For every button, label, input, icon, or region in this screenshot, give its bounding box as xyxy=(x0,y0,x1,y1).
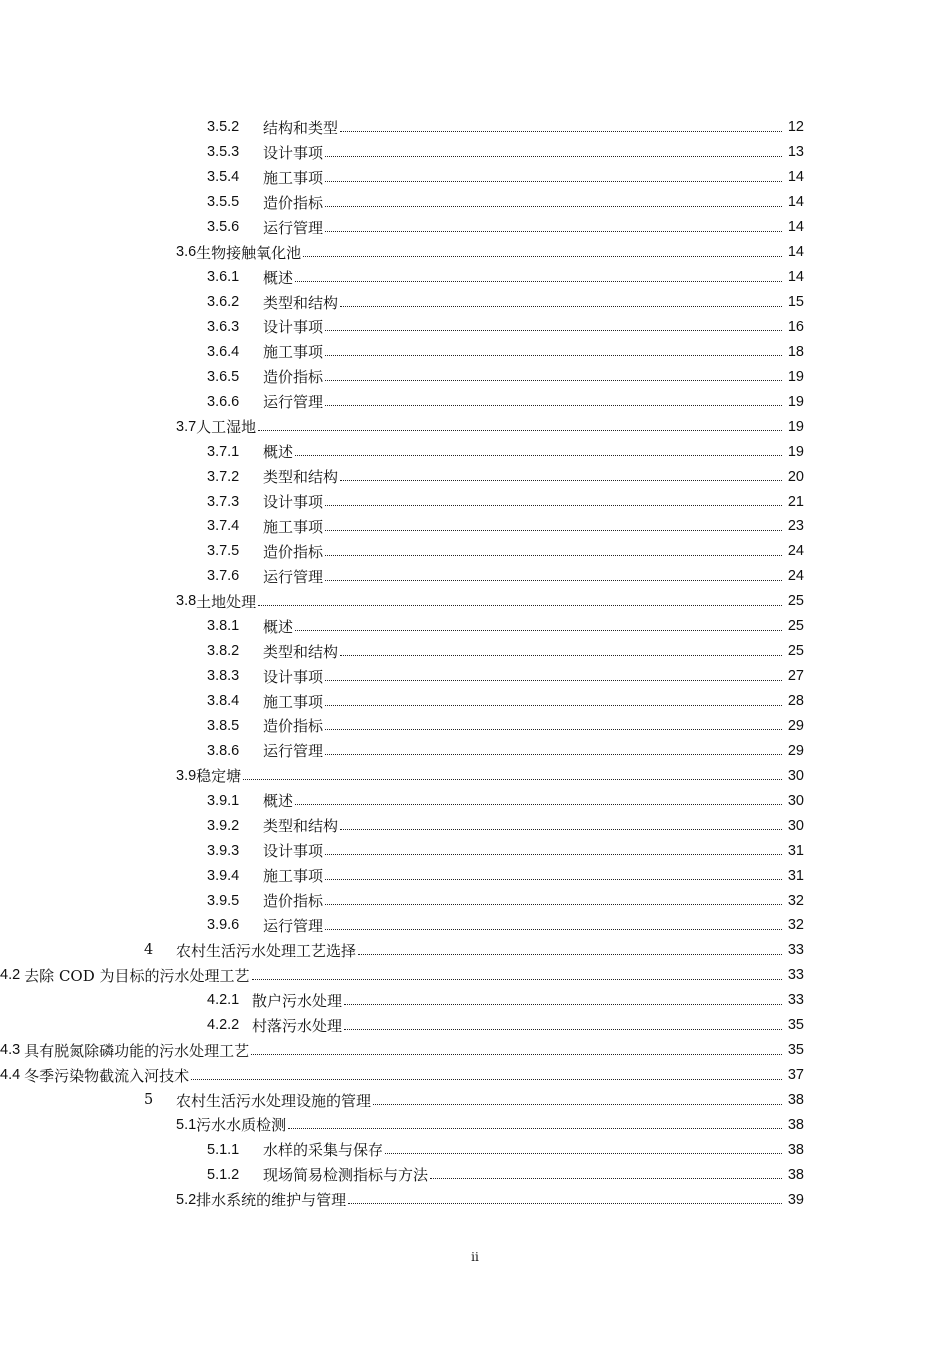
toc-entry[interactable] xyxy=(0,988,950,1013)
toc-dot-leader xyxy=(325,505,782,506)
toc-entry-page: 14 xyxy=(787,194,804,211)
toc-entry-page: 35 xyxy=(787,1017,804,1034)
toc-entry-number: 3.5.4 xyxy=(207,169,240,186)
toc-entry[interactable] xyxy=(0,589,950,614)
toc-entry-page: 30 xyxy=(787,792,804,809)
toc-dot-leader xyxy=(325,580,782,581)
toc-entry-title: 污水水质检测 xyxy=(196,1116,287,1135)
toc-entry-title: 造价指标 xyxy=(263,892,324,911)
toc-entry[interactable] xyxy=(0,963,950,988)
toc-entry-page: 25 xyxy=(787,593,804,610)
toc-entry-page: 14 xyxy=(787,244,804,261)
toc-dot-leader xyxy=(295,281,782,282)
toc-dot-leader xyxy=(385,1153,782,1154)
toc-entry-title: 施工事项 xyxy=(263,867,324,886)
toc-entry-page: 25 xyxy=(787,643,804,660)
toc-entry-number: 3.6 xyxy=(176,244,197,261)
toc-dot-leader xyxy=(325,555,782,556)
toc-entry-page: 31 xyxy=(787,842,804,859)
toc-entry-title: 设计事项 xyxy=(263,493,324,512)
toc-entry-number: 4.3 xyxy=(0,1042,21,1059)
toc-entry-page: 24 xyxy=(787,568,804,585)
toc-entry[interactable] xyxy=(0,1013,950,1038)
toc-entry-page: 13 xyxy=(787,144,804,161)
toc-dot-leader xyxy=(430,1178,782,1179)
toc-entry-title: 类型和结构 xyxy=(263,817,339,836)
toc-entry-title: 造价指标 xyxy=(263,193,324,212)
toc-entry-number: 3.9.4 xyxy=(207,867,240,884)
toc-entry-page: 24 xyxy=(787,543,804,560)
toc-entry-title: 施工事项 xyxy=(263,517,324,536)
toc-dot-leader xyxy=(303,256,782,257)
toc-entry-page: 20 xyxy=(787,468,804,485)
toc-entry-title: 排水系统的维护与管理 xyxy=(196,1191,347,1210)
toc-entry[interactable] xyxy=(0,1063,950,1088)
toc-dot-leader xyxy=(325,854,782,855)
toc-entry-title: 运行管理 xyxy=(263,916,324,935)
page-number: ii xyxy=(471,1250,479,1264)
toc-entry-page: 37 xyxy=(787,1067,804,1084)
toc-entry-title: 散户污水处理 xyxy=(252,991,343,1010)
toc-entry[interactable] xyxy=(0,714,950,739)
toc-dot-leader xyxy=(325,380,782,381)
toc-entry[interactable] xyxy=(0,290,950,315)
toc-entry[interactable] xyxy=(0,664,950,689)
toc-entry-title: 运行管理 xyxy=(263,567,324,586)
toc-dot-leader xyxy=(243,779,782,780)
toc-entry-number: 3.6.1 xyxy=(207,269,240,286)
toc-entry[interactable] xyxy=(0,215,950,240)
toc-entry-page: 27 xyxy=(787,668,804,685)
toc-entry-page: 14 xyxy=(787,219,804,236)
toc-dot-leader xyxy=(325,355,782,356)
toc-entry-number: 3.8 xyxy=(176,593,197,610)
toc-dot-leader xyxy=(325,904,782,905)
toc-entry-number: 3.8.5 xyxy=(207,717,240,734)
toc-entry-title: 农村生活污水处理工艺选择 xyxy=(176,941,357,960)
toc-dot-leader xyxy=(344,1004,782,1005)
toc-dot-leader xyxy=(325,231,782,232)
toc-entry-number: 3.5.6 xyxy=(207,219,240,236)
toc-dot-leader xyxy=(358,954,782,955)
toc-entry-page: 29 xyxy=(787,742,804,759)
toc-entry[interactable] xyxy=(0,838,950,863)
toc-dot-leader xyxy=(325,729,782,730)
toc-entry[interactable] xyxy=(0,115,950,140)
toc-entry-page: 23 xyxy=(787,518,804,535)
toc-entry-number: 4.2.2 xyxy=(207,1017,240,1034)
toc-entry-title: 人工湿地 xyxy=(196,418,257,437)
toc-entry-title: 村落污水处理 xyxy=(252,1016,343,1035)
toc-entry-title: 类型和结构 xyxy=(263,293,339,312)
toc-entry-number: 3.5.3 xyxy=(207,144,240,161)
toc-entry-number: 3.7.4 xyxy=(207,518,240,535)
toc-entry-title: 造价指标 xyxy=(263,368,324,387)
toc-entry-title: 设计事项 xyxy=(263,143,324,162)
toc-entry-number: 3.8.6 xyxy=(207,742,240,759)
toc-entry[interactable] xyxy=(0,863,950,888)
toc-entry-title: 具有脱氮除磷功能的污水处理工艺 xyxy=(24,1041,250,1060)
toc-entry-title: 结构和类型 xyxy=(263,118,339,137)
toc-entry-title: 现场简易检测指标与方法 xyxy=(263,1166,429,1185)
toc-entry-number: 3.7.2 xyxy=(207,468,240,485)
toc-entry-number: 3.7.3 xyxy=(207,493,240,510)
toc-entry[interactable] xyxy=(0,1113,950,1138)
toc-entry-title: 施工事项 xyxy=(263,692,324,711)
toc-entry-title: 生物接触氧化池 xyxy=(196,243,302,262)
toc-dot-leader xyxy=(325,206,782,207)
toc-entry-number: 3.6.6 xyxy=(207,393,240,410)
toc-dot-leader xyxy=(348,1203,782,1204)
toc-entry-page: 12 xyxy=(787,119,804,136)
toc-entry-title: 类型和结构 xyxy=(263,642,339,661)
toc-entry-title: 运行管理 xyxy=(263,742,324,761)
toc-entry-title: 造价指标 xyxy=(263,542,324,561)
toc-entry-page: 19 xyxy=(787,393,804,410)
toc-entry-title: 稳定塘 xyxy=(196,767,242,786)
toc-entry-page: 33 xyxy=(787,992,804,1009)
toc-entry-title: 概述 xyxy=(263,617,294,636)
toc-dot-leader xyxy=(295,455,782,456)
toc-entry-title: 去除 COD 为目标的污水处理工艺 xyxy=(24,966,250,985)
toc-dot-leader xyxy=(325,181,782,182)
toc-dot-leader xyxy=(258,430,782,431)
toc-entry[interactable] xyxy=(0,813,950,838)
toc-dot-leader xyxy=(295,630,782,631)
toc-entry-page: 31 xyxy=(787,867,804,884)
toc-entry-title: 施工事项 xyxy=(263,343,324,362)
toc-entry[interactable] xyxy=(0,763,950,788)
toc-entry-number: 4.2.1 xyxy=(207,992,240,1009)
toc-entry-page: 25 xyxy=(787,618,804,635)
table-of-contents xyxy=(0,115,950,1212)
toc-dot-leader xyxy=(258,605,782,606)
toc-dot-leader xyxy=(373,1104,782,1105)
toc-entry-page: 14 xyxy=(787,269,804,286)
toc-entry-number: 4 xyxy=(144,942,154,959)
toc-entry-title: 冬季污染物截流入河技术 xyxy=(24,1066,190,1085)
toc-entry-page: 38 xyxy=(787,1141,804,1158)
toc-dot-leader xyxy=(251,1054,782,1055)
toc-entry-number: 3.7 xyxy=(176,418,197,435)
toc-dot-leader xyxy=(288,1128,782,1129)
toc-entry-title: 设计事项 xyxy=(263,842,324,861)
toc-entry[interactable] xyxy=(0,913,950,938)
toc-entry-page: 39 xyxy=(787,1191,804,1208)
toc-entry[interactable] xyxy=(0,489,950,514)
toc-entry-title: 设计事项 xyxy=(263,318,324,337)
toc-entry[interactable] xyxy=(0,165,950,190)
toc-entry-number: 3.9.5 xyxy=(207,892,240,909)
toc-entry[interactable] xyxy=(0,389,950,414)
toc-entry-number: 3.9.3 xyxy=(207,842,240,859)
toc-entry-page: 38 xyxy=(787,1166,804,1183)
toc-entry-number: 5.1.2 xyxy=(207,1166,240,1183)
toc-dot-leader xyxy=(325,405,782,406)
toc-entry-number: 3.7.6 xyxy=(207,568,240,585)
toc-entry-number: 4.2 xyxy=(0,967,21,984)
toc-entry-number: 5.1 xyxy=(176,1116,197,1133)
toc-entry-number: 3.8.3 xyxy=(207,668,240,685)
toc-entry-page: 33 xyxy=(787,942,804,959)
toc-entry[interactable] xyxy=(0,414,950,439)
toc-entry[interactable] xyxy=(0,938,950,963)
toc-entry-page: 19 xyxy=(787,418,804,435)
toc-entry-number: 3.6.5 xyxy=(207,368,240,385)
toc-dot-leader xyxy=(252,979,782,980)
toc-dot-leader xyxy=(325,156,782,157)
toc-entry[interactable] xyxy=(0,788,950,813)
toc-entry[interactable] xyxy=(0,140,950,165)
toc-entry-number: 5.1.1 xyxy=(207,1141,240,1158)
toc-entry[interactable] xyxy=(0,738,950,763)
toc-dot-leader xyxy=(340,306,782,307)
toc-entry-page: 18 xyxy=(787,343,804,360)
toc-entry-number: 3.8.1 xyxy=(207,618,240,635)
toc-entry[interactable] xyxy=(0,1137,950,1162)
toc-entry-number: 3.6.4 xyxy=(207,343,240,360)
toc-dot-leader xyxy=(340,131,782,132)
toc-dot-leader xyxy=(295,804,782,805)
toc-entry-title: 施工事项 xyxy=(263,168,324,187)
toc-entry-title: 概述 xyxy=(263,443,294,462)
toc-entry-number: 3.7.5 xyxy=(207,543,240,560)
toc-entry-page: 19 xyxy=(787,368,804,385)
toc-dot-leader xyxy=(325,680,782,681)
toc-dot-leader xyxy=(325,929,782,930)
toc-dot-leader xyxy=(325,705,782,706)
toc-entry-title: 造价指标 xyxy=(263,717,324,736)
toc-entry-number: 3.8.2 xyxy=(207,643,240,660)
toc-dot-leader xyxy=(191,1079,782,1080)
toc-entry-page: 30 xyxy=(787,767,804,784)
toc-entry-number: 3.6.3 xyxy=(207,318,240,335)
toc-entry-page: 38 xyxy=(787,1092,804,1109)
toc-entry-number: 5.2 xyxy=(176,1191,197,1208)
toc-entry-title: 土地处理 xyxy=(196,592,257,611)
toc-entry-page: 28 xyxy=(787,693,804,710)
toc-dot-leader xyxy=(325,330,782,331)
toc-dot-leader xyxy=(325,879,782,880)
toc-entry-page: 16 xyxy=(787,318,804,335)
toc-entry-number: 3.5.5 xyxy=(207,194,240,211)
toc-entry[interactable] xyxy=(0,339,950,364)
toc-entry-page: 38 xyxy=(787,1116,804,1133)
toc-entry[interactable] xyxy=(0,564,950,589)
toc-entry-number: 3.9.6 xyxy=(207,917,240,934)
toc-entry-title: 设计事项 xyxy=(263,667,324,686)
toc-entry-title: 类型和结构 xyxy=(263,468,339,487)
toc-entry[interactable] xyxy=(0,240,950,265)
toc-entry-number: 3.9.1 xyxy=(207,792,240,809)
toc-entry-page: 14 xyxy=(787,169,804,186)
toc-entry[interactable] xyxy=(0,464,950,489)
toc-entry[interactable] xyxy=(0,1038,950,1063)
toc-entry[interactable] xyxy=(0,315,950,340)
toc-entry-title: 水样的采集与保存 xyxy=(263,1141,384,1160)
toc-entry[interactable] xyxy=(0,190,950,215)
toc-entry-number: 5 xyxy=(144,1092,154,1109)
toc-entry[interactable] xyxy=(0,439,950,464)
toc-entry-title: 运行管理 xyxy=(263,393,324,412)
toc-entry-number: 3.9.2 xyxy=(207,817,240,834)
toc-dot-leader xyxy=(325,754,782,755)
toc-entry-page: 29 xyxy=(787,717,804,734)
toc-entry-number: 3.5.2 xyxy=(207,119,240,136)
toc-entry-number: 3.6.2 xyxy=(207,294,240,311)
toc-entry-number: 3.9 xyxy=(176,767,197,784)
toc-entry-number: 3.8.4 xyxy=(207,693,240,710)
toc-entry-title: 运行管理 xyxy=(263,218,324,237)
toc-entry[interactable] xyxy=(0,265,950,290)
toc-entry-page: 30 xyxy=(787,817,804,834)
toc-entry[interactable] xyxy=(0,888,950,913)
toc-entry-title: 农村生活污水处理设施的管理 xyxy=(176,1091,372,1110)
toc-dot-leader xyxy=(325,530,782,531)
toc-dot-leader xyxy=(340,655,782,656)
toc-entry-title: 概述 xyxy=(263,792,294,811)
toc-entry[interactable] xyxy=(0,514,950,539)
toc-entry-number: 3.7.1 xyxy=(207,443,240,460)
toc-entry[interactable] xyxy=(0,614,950,639)
toc-entry[interactable] xyxy=(0,1088,950,1113)
toc-entry[interactable] xyxy=(0,364,950,389)
toc-entry-page: 33 xyxy=(787,967,804,984)
toc-entry-number: 4.4 xyxy=(0,1067,21,1084)
toc-entry-page: 19 xyxy=(787,443,804,460)
toc-entry[interactable] xyxy=(0,689,950,714)
toc-entry-page: 15 xyxy=(787,294,804,311)
toc-entry-page: 21 xyxy=(787,493,804,510)
toc-dot-leader xyxy=(344,1029,782,1030)
toc-dot-leader xyxy=(340,480,782,481)
toc-entry[interactable] xyxy=(0,1162,950,1187)
toc-dot-leader xyxy=(340,829,782,830)
toc-entry[interactable] xyxy=(0,1187,950,1212)
toc-entry-page: 35 xyxy=(787,1042,804,1059)
toc-entry-title: 概述 xyxy=(263,268,294,287)
toc-entry-page: 32 xyxy=(787,917,804,934)
toc-entry[interactable] xyxy=(0,639,950,664)
toc-entry[interactable] xyxy=(0,539,950,564)
toc-entry-page: 32 xyxy=(787,892,804,909)
